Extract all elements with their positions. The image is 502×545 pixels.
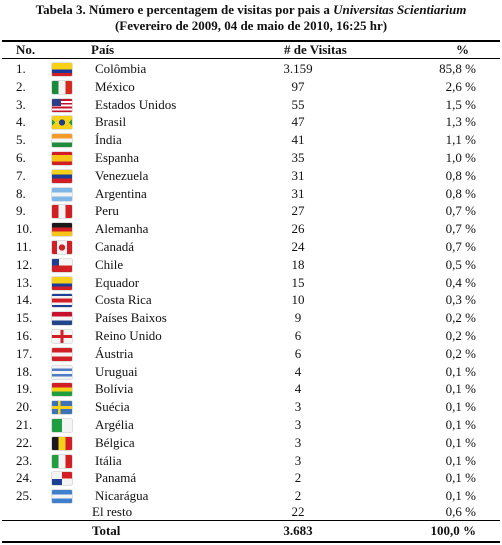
country-flag-icon (52, 99, 72, 112)
country-flag-icon (52, 116, 72, 129)
row-number: 14. (16, 292, 33, 308)
row-visitas: 2 (294, 488, 302, 504)
country-flag-icon (52, 366, 72, 379)
row-number: 25. (16, 488, 33, 504)
row-number: 4. (16, 114, 26, 130)
caption-journal-name: Universitas Scientiarium (333, 2, 467, 17)
row-visitas: 31 (291, 185, 305, 201)
row-visitas: 4 (294, 363, 302, 379)
row-number: 19. (16, 381, 33, 397)
row-number: 3. (16, 96, 26, 112)
table-row (0, 398, 502, 416)
country-flag-icon (52, 455, 72, 468)
row-percent: 1,5 % (445, 96, 476, 112)
row-percent: 1,1 % (445, 132, 476, 148)
country-flag-icon (52, 330, 72, 343)
table-row (0, 434, 502, 452)
row-number: 12. (16, 256, 33, 272)
bottom-rule (2, 541, 500, 543)
row-percent: 0,4 % (445, 274, 476, 290)
row-percent: 0,8 % (445, 185, 476, 201)
row-visitas: 15 (291, 274, 305, 290)
table-row (0, 309, 502, 327)
row-percent: 0,2 % (445, 327, 476, 343)
row-number: 18. (16, 363, 33, 379)
caption-text: Tabela 3. Número e percentagem de visitas por pais a (35, 2, 334, 17)
country-flag-icon (52, 348, 72, 361)
row-visitas: 31 (291, 167, 305, 183)
row-country: Países Baixos (95, 310, 167, 326)
total-rule (2, 520, 500, 521)
table-row (0, 363, 502, 381)
row-number: 23. (16, 452, 33, 468)
row-country: Reino Unido (95, 327, 162, 343)
table-row (0, 256, 502, 274)
table-row (0, 452, 502, 470)
row-country: Brasil (95, 114, 127, 130)
row-number: 9. (16, 203, 26, 219)
row-country: Espanha (95, 149, 140, 165)
table-row (0, 238, 502, 256)
rest-percent: 0,6 % (445, 504, 476, 519)
rest-row (0, 503, 502, 520)
row-country: Canadá (95, 238, 134, 254)
row-percent: 0,2 % (445, 310, 476, 326)
table-row (0, 149, 502, 167)
row-country: Equador (95, 274, 140, 290)
row-percent: 0,1 % (445, 399, 476, 415)
row-visitas: 3 (294, 452, 302, 468)
row-number: 15. (16, 310, 33, 326)
row-percent: 0,1 % (445, 452, 476, 468)
table-row (0, 220, 502, 238)
row-country: Bolívia (95, 381, 134, 397)
column-header-pais: País (91, 42, 115, 57)
table-row (0, 167, 502, 185)
row-country: Venezuela (95, 167, 149, 183)
row-number: 10. (16, 221, 33, 237)
row-percent: 0,5 % (445, 256, 476, 272)
row-visitas: 2 (294, 470, 302, 486)
row-country: Estados Unidos (95, 96, 177, 112)
country-flag-icon (52, 490, 72, 503)
table-caption (0, 2, 502, 18)
row-percent: 0,1 % (445, 381, 476, 397)
table-row (0, 131, 502, 149)
row-visitas: 26 (291, 221, 305, 237)
table-row (0, 60, 502, 78)
row-percent: 0,7 % (445, 221, 476, 237)
table-row (0, 416, 502, 434)
country-flag-icon (52, 437, 72, 450)
table-caption-date-range: (Fevereiro de 2009, 04 de maio de 2010, 16:25 hr) (114, 18, 388, 33)
row-percent: 0,7 % (445, 238, 476, 254)
row-percent: 85,8 % (439, 61, 476, 76)
row-country: Panamá (95, 470, 137, 486)
table-row (0, 469, 502, 487)
row-country: Uruguai (95, 363, 138, 379)
country-flag-icon (52, 188, 72, 201)
row-visitas: 3 (294, 416, 302, 432)
row-country: Chile (95, 256, 124, 272)
country-flag-icon (52, 134, 72, 147)
row-percent: 1,0 % (445, 149, 476, 165)
row-visitas: 55 (291, 96, 305, 112)
table-row (0, 185, 502, 203)
row-visitas: 3 (294, 434, 302, 450)
total-percent: 100,0 % (430, 523, 476, 538)
country-flag-icon (52, 294, 72, 307)
country-flag-icon (52, 419, 72, 432)
row-visitas: 6 (294, 327, 302, 343)
row-country: Suécia (95, 399, 130, 415)
row-percent: 0,1 % (445, 363, 476, 379)
row-number: 20. (16, 399, 33, 415)
table-row (0, 202, 502, 220)
row-percent: 2,6 % (445, 78, 476, 94)
country-flag-icon (52, 205, 72, 218)
country-flag-icon (52, 472, 72, 485)
row-number: 11. (16, 238, 32, 254)
country-flag-icon (52, 259, 72, 272)
table-body (0, 60, 502, 505)
row-country: Alemanha (95, 221, 149, 237)
country-flag-icon (52, 383, 72, 396)
row-percent: 0,2 % (445, 345, 476, 361)
row-percent: 0,7 % (445, 203, 476, 219)
rest-label: El resto (92, 504, 133, 519)
row-country: Bélgica (95, 434, 135, 450)
row-number: 17. (16, 345, 33, 361)
table-row (0, 291, 502, 309)
table-row (0, 96, 502, 114)
country-flag-icon (52, 223, 72, 236)
column-header-visitas: # de Visitas (284, 42, 347, 57)
country-flag-icon (52, 170, 72, 183)
country-flag-icon (52, 312, 72, 325)
table-row (0, 327, 502, 345)
row-visitas: 9 (294, 310, 302, 326)
country-flag-icon (52, 401, 72, 414)
total-visitas: 3.683 (283, 523, 313, 538)
row-percent: 0,3 % (445, 292, 476, 308)
row-visitas: 27 (291, 203, 305, 219)
country-flag-icon (52, 63, 72, 76)
row-country: Áustria (95, 345, 134, 361)
table-row (0, 113, 502, 131)
row-number: 22. (16, 434, 33, 450)
row-country: Itália (95, 452, 122, 468)
table-row (0, 274, 502, 292)
row-percent: 0,1 % (445, 470, 476, 486)
row-country: Peru (95, 203, 119, 219)
row-visitas: 18 (291, 256, 305, 272)
row-visitas: 24 (291, 238, 305, 254)
row-number: 7. (16, 167, 26, 183)
row-country: Argélia (95, 416, 134, 432)
row-percent: 0,1 % (445, 488, 476, 504)
row-visitas: 3 (294, 399, 302, 415)
row-number: 13. (16, 274, 33, 290)
row-visitas: 3.159 (283, 61, 313, 76)
row-number: 1. (16, 61, 26, 76)
row-percent: 1,3 % (445, 114, 476, 130)
top-rule (2, 40, 500, 42)
row-country: Argentina (95, 185, 147, 201)
row-country: Colômbia (95, 61, 147, 76)
rest-visitas: 22 (291, 504, 305, 519)
row-number: 6. (16, 149, 26, 165)
row-number: 21. (16, 416, 33, 432)
row-visitas: 4 (294, 381, 302, 397)
table-row (0, 380, 502, 398)
country-flag-icon (52, 81, 72, 94)
row-country: Costa Rica (95, 292, 152, 308)
total-label: Total (92, 523, 121, 538)
header-rule (2, 58, 500, 59)
row-percent: 0,1 % (445, 434, 476, 450)
table-row (0, 78, 502, 96)
row-visitas: 41 (291, 132, 305, 148)
row-visitas: 6 (294, 345, 302, 361)
total-row (0, 522, 502, 540)
row-percent: 0,8 % (445, 167, 476, 183)
row-number: 16. (16, 327, 33, 343)
country-flag-icon (52, 241, 72, 254)
row-country: Índia (95, 132, 122, 148)
row-number: 24. (16, 470, 33, 486)
row-percent: 0,1 % (445, 416, 476, 432)
column-header-percent: % (456, 42, 469, 57)
row-visitas: 10 (291, 292, 305, 308)
row-number: 8. (16, 185, 26, 201)
table-row (0, 345, 502, 363)
column-header-no: No. (16, 42, 36, 57)
country-flag-icon (52, 152, 72, 165)
row-visitas: 47 (291, 114, 305, 130)
row-number: 5. (16, 132, 26, 148)
row-number: 2. (16, 78, 26, 94)
country-flag-icon (52, 277, 72, 290)
row-country: Nicarágua (95, 488, 149, 504)
row-visitas: 35 (291, 149, 305, 165)
row-visitas: 97 (291, 78, 305, 94)
row-country: México (95, 78, 135, 94)
